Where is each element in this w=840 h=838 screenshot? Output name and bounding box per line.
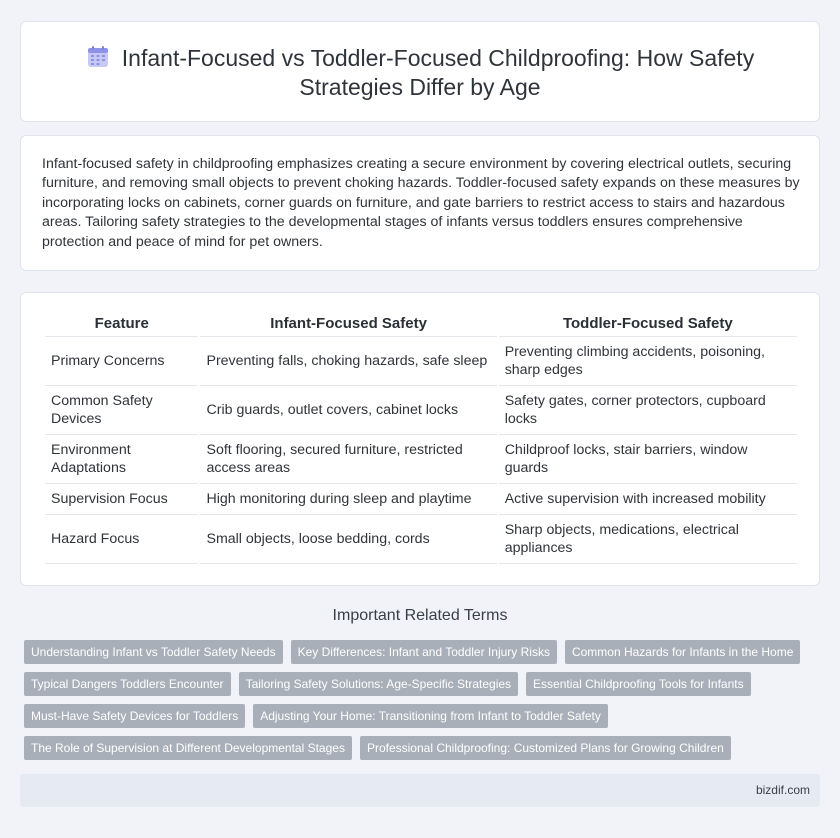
header-toddler: Toddler-Focused Safety xyxy=(499,315,797,337)
toddler-cell: Sharp objects, medications, electrical appliances xyxy=(499,515,797,564)
related-term-tag[interactable]: Adjusting Your Home: Transitioning from Infant to Toddler Safety xyxy=(253,704,608,728)
intro-card xyxy=(20,135,820,271)
table-header-row xyxy=(45,315,797,337)
related-term-tag[interactable]: Key Differences: Infant and Toddler Injury Risks xyxy=(291,640,557,664)
feature-cell: Common Safety Devices xyxy=(45,386,198,435)
feature-cell: Environment Adaptations xyxy=(45,435,198,484)
related-term-tag[interactable]: The Role of Supervision at Different Developmental Stages xyxy=(24,736,352,760)
comparison-card xyxy=(20,292,820,586)
infant-cell: Crib guards, outlet covers, cabinet locks xyxy=(200,386,496,435)
tag-row xyxy=(24,640,814,664)
table-row xyxy=(45,515,797,564)
toddler-cell: Preventing climbing accidents, poisoning, sharp edges xyxy=(499,337,797,386)
related-term-tag[interactable]: Tailoring Safety Solutions: Age-Specific Strategies xyxy=(239,672,518,696)
related-term-tag[interactable]: Understanding Infant vs Toddler Safety Needs xyxy=(24,640,283,664)
intro-paragraph: Infant-focused safety in childproofing emphasizes creating a secure environment by covering electrical outlets, securing furniture, and removing small objects to prevent choking hazards. Toddler-focused safety expands on these measures by incorporating locks on cabinets, corner guards on furniture, and gate barriers to restrict access to stairs and hazardous areas. Tailoring safety strategies to the developmental stages of infants versus toddlers ensures comprehensive protection and peace of mind for pet owners. xyxy=(42,156,800,250)
header-feature: Feature xyxy=(45,315,198,337)
infant-cell: Small objects, loose bedding, cords xyxy=(200,515,496,564)
related-term-tag[interactable]: Common Hazards for Infants in the Home xyxy=(565,640,800,664)
tag-row xyxy=(24,704,814,728)
toddler-cell: Childproof locks, stair barriers, window guards xyxy=(499,435,797,484)
feature-cell: Primary Concerns xyxy=(45,337,198,386)
table-row xyxy=(45,337,797,386)
related-term-tag[interactable]: Essential Childproofing Tools for Infants xyxy=(526,672,751,696)
related-term-tag[interactable]: Must-Have Safety Devices for Toddlers xyxy=(24,704,245,728)
toddler-cell: Active supervision with increased mobility xyxy=(499,484,797,515)
header-infant: Infant-Focused Safety xyxy=(200,315,496,337)
footer xyxy=(20,774,820,807)
infant-cell: Preventing falls, choking hazards, safe sleep xyxy=(200,337,496,386)
table-row xyxy=(45,484,797,515)
tag-row xyxy=(24,672,814,696)
title-card xyxy=(20,21,820,122)
related-terms-list xyxy=(24,640,814,768)
related-term-tag[interactable]: Typical Dangers Toddlers Encounter xyxy=(24,672,231,696)
tag-row xyxy=(24,736,814,760)
table-row xyxy=(45,386,797,435)
toddler-cell: Safety gates, corner protectors, cupboard locks xyxy=(499,386,797,435)
infant-cell: High monitoring during sleep and playtime xyxy=(200,484,496,515)
footer-site-link[interactable]: bizdif.com xyxy=(755,783,810,797)
page-title-wrap xyxy=(21,44,819,102)
related-terms-heading: Important Related Terms xyxy=(332,607,508,624)
table-row xyxy=(45,435,797,484)
comparison-table xyxy=(43,315,799,564)
calendar-icon xyxy=(86,45,110,69)
feature-cell: Hazard Focus xyxy=(45,515,198,564)
related-term-tag[interactable]: Professional Childproofing: Customized Plans for Growing Children xyxy=(360,736,731,760)
page-title: Infant-Focused vs Toddler-Focused Childproofing: How Safety Strategies Differ by Age xyxy=(121,45,755,100)
feature-cell: Supervision Focus xyxy=(45,484,198,515)
infant-cell: Soft flooring, secured furniture, restricted access areas xyxy=(200,435,496,484)
